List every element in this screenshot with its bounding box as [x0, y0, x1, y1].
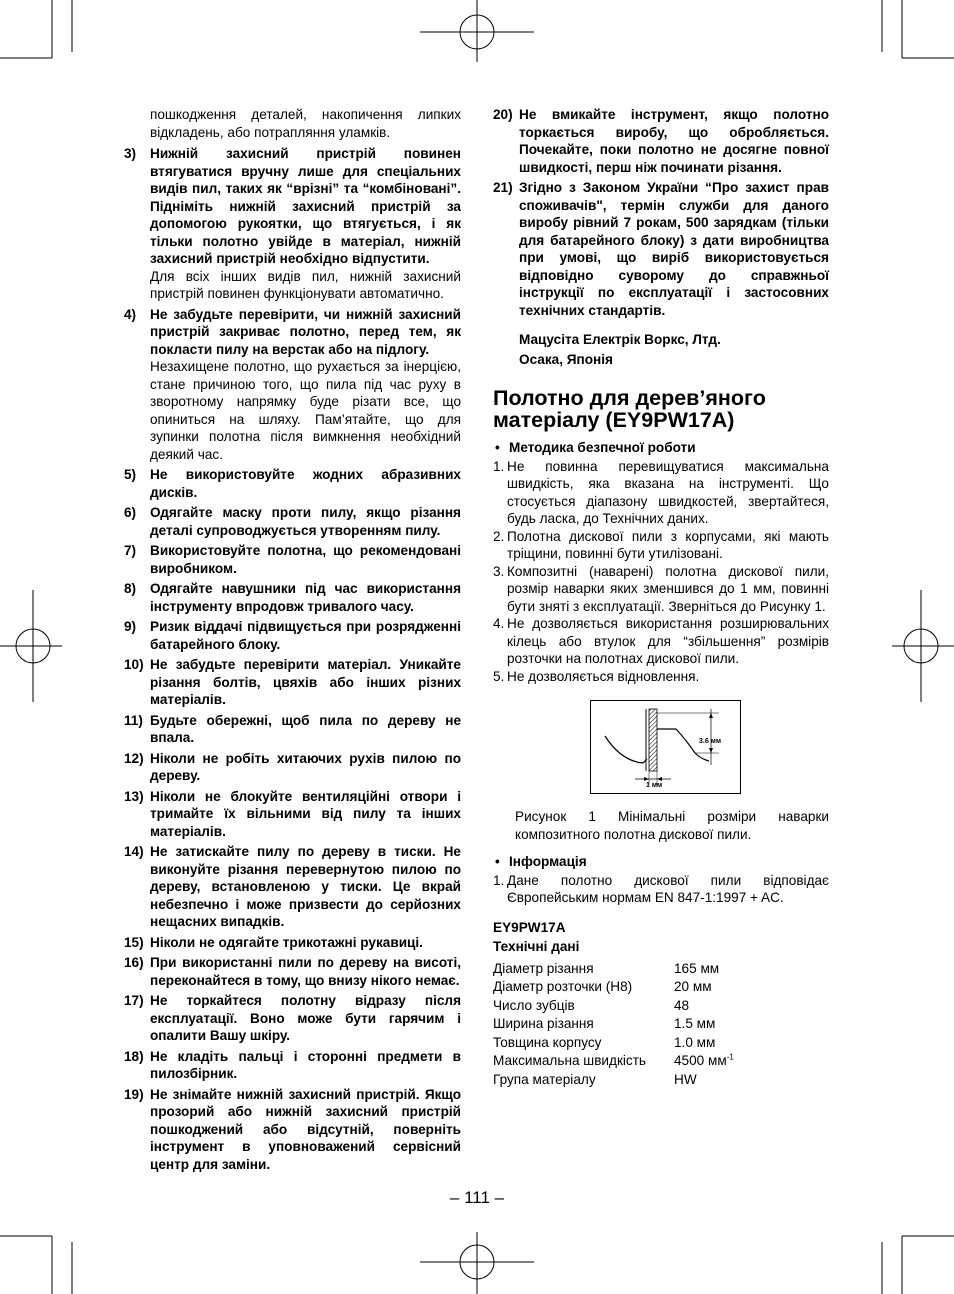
spec-value-text: 4500 мм [674, 1053, 727, 1068]
list-item [124, 992, 461, 1045]
item-text [150, 145, 461, 303]
list-item [124, 750, 461, 785]
item-warning: Не забудьте перевірити матеріал. Уникайте різання болтів, цвяхів або інших різних матеріалів. [150, 657, 461, 707]
list-item [124, 145, 461, 303]
spec-value [674, 1052, 829, 1071]
item-number: 5. [493, 668, 505, 684]
list-item [493, 179, 829, 319]
item-text [150, 750, 461, 785]
list-item [124, 1048, 461, 1083]
item-text: Не дозволяється використання розширювальних кілець або втулок для “збільшення” розмірів розточки на полотнах дискової пили. [507, 616, 829, 666]
item-text [150, 306, 461, 464]
figure-1-diagram [590, 700, 741, 794]
left-column [124, 106, 461, 1176]
item-warning: Не використовуйте жодних абразивних дисків. [150, 467, 461, 500]
list-item [124, 788, 461, 841]
item-number: 18) [124, 1048, 144, 1064]
item-text: Дане полотно дискової пили відповідає Європейським нормам EN 847-1:1997 + AC. [507, 872, 829, 905]
section-title: Полотно для дерев’яного матеріалу (EY9PW17A) [493, 386, 766, 432]
spec-row [493, 978, 829, 997]
item-number: 17) [124, 993, 144, 1008]
item-warning: Не кладіть пальці і сторонні предмети в пилозбірник. [150, 1048, 461, 1081]
list-item [124, 618, 461, 653]
list-item [124, 656, 461, 709]
list-item [124, 843, 461, 931]
spec-row [493, 960, 829, 979]
item-number: 8) [124, 581, 137, 596]
item-warning: Не забудьте перевірити, чи нижній захисний пристрій закриває полотно, перед тем, як покласти пилу на верстак або на підлогу. [150, 306, 461, 357]
item-number: 3) [124, 146, 137, 161]
item-text [150, 1048, 461, 1083]
item-text [150, 542, 461, 577]
numbered-item [493, 528, 829, 563]
company-name: Мацусіта Електрік Воркс, Лтд. [519, 332, 721, 347]
blade-tip-drawing [591, 701, 740, 793]
item-number: 12) [124, 750, 144, 766]
item-warning: Не знімайте нижній захисний пристрій. Якщо прозорий або нижній захисний пристрій пошкоджений або відсутній, поверніть інструмент в уповноважений сервісний центр для заміни. [150, 1086, 461, 1172]
list-item [124, 712, 461, 747]
item-number: 21) [493, 180, 513, 195]
item-number: 1. [493, 872, 505, 888]
numbered-item [493, 872, 829, 907]
list-item [124, 504, 461, 539]
dimension-label-width: 1 мм [646, 782, 663, 789]
item-text [519, 106, 829, 176]
spec-table [493, 960, 829, 1090]
info-heading: • Інформація [495, 854, 587, 869]
item-number: 7) [124, 543, 137, 558]
list-item [124, 466, 461, 501]
item-warning: Не торкайтеся полотну відразу після експлуатації. Воно може бути гарячим і опалити Вашу шкіру. [150, 993, 461, 1043]
item-number: 10) [124, 657, 144, 672]
item-warning: Нижній захисний пристрій повинен втягуватися вручну лише для спеціальних видів пил, таких як “врізні” та “комбіновані”. Підніміть нижній захисний пристрій за допомогою рукоятки, що втягується, і як тільки полотно увійде в матеріал, нижній захисний пристрій необхідно відпустити. [150, 146, 461, 266]
item-number: 5) [124, 467, 137, 482]
item-number: 16) [124, 955, 144, 970]
safety-heading: • Методика безпечної роботи [495, 440, 696, 455]
item-explanation: Для всіх інших видів пил, нижній захисний пристрій повинен функціонувати автоматично. [150, 268, 461, 301]
list-item [124, 954, 461, 989]
spec-value-text: 165 мм [674, 960, 720, 976]
item-warning: Не затискайте пилу по дереву в тиски. Не виконуйте різання перевернутою пилою по дереву, встановленою у тиски. Це вкрай небезпечно і може призвести до серйозних нещасних випадків. [150, 844, 461, 929]
list-item [124, 306, 461, 464]
item-text [150, 466, 461, 501]
item-number: 1. [493, 458, 505, 474]
item-number: 4) [124, 306, 137, 322]
spec-value-text: 48 [674, 997, 690, 1013]
item-warning: Використовуйте полотна, що рекомендовані виробником. [150, 543, 461, 576]
item-number: 4. [493, 616, 505, 631]
item-warning: Ризик віддачі підвищується при розрядженні батарейного блоку. [150, 619, 461, 652]
page-number: – 111 – [449, 1188, 505, 1207]
item-text [150, 712, 461, 747]
company-block [519, 331, 829, 369]
safety-list [493, 458, 829, 686]
numbered-item [493, 563, 829, 616]
numbered-item [493, 458, 829, 528]
spec-label: Група матеріалу [493, 1071, 596, 1087]
item-text [150, 618, 461, 653]
spec-label: Діаметр розточки (H8) [493, 979, 633, 994]
item-number: 11) [124, 712, 143, 728]
spec-value-text: 1.0 мм [674, 1034, 716, 1050]
item-text [150, 656, 461, 709]
item-text: Полотна дискової пили з корпусами, які мають тріщини, повинні бути утилізовані. [507, 528, 829, 561]
item-warning: Ніколи не блокуйте вентиляційні отвори і тримайте їх вільними від пилу та інших матеріалів. [150, 788, 461, 839]
spec-value [674, 1071, 829, 1090]
item-warning: При використанні пили по дереву на висоті, переконайтеся в тому, що внизу нікого немає. [150, 955, 461, 988]
right-column [493, 106, 829, 1089]
numbered-item [493, 615, 829, 668]
item-warning: Ніколи не робіть хитаючих рухів пилою по дереву. [150, 750, 461, 783]
item-text [150, 1086, 461, 1174]
continued-paragraph: пошкодження деталей, накопичення липких відкладень, або потрапляння уламків. [150, 107, 461, 140]
figure-caption: Рисунок 1 Мінімальні розміри наварки композитного полотна дискової пили. [515, 809, 829, 842]
item-number: 14) [124, 844, 144, 859]
item-warning: Згідно з Законом України “Про захист прав споживачів", термін служби для даного виробу рівний 7 рокам, 500 зарядкам (тільки для батарейного блоку) з дати виробництва при умові, що виріб використовується відповідно суворому до справжньої інструкції по експлуатації і застосовних технічних стандартів. [519, 180, 829, 318]
spec-row [493, 1052, 829, 1071]
item-warning: Одягайте навушники під час використання інструменту впродовж тривалого часу. [150, 581, 461, 614]
list-item [124, 542, 461, 577]
spec-value-text: 20 мм [674, 979, 712, 994]
spec-value-text: HW [674, 1071, 697, 1087]
item-text [150, 954, 461, 989]
spec-row [493, 1071, 829, 1090]
model-number: EY9PW17A [493, 919, 566, 935]
spec-value-text: 1.5 мм [674, 1016, 716, 1031]
item-text [150, 788, 461, 841]
item-warning: Ніколи не одягайте трикотажні рукавиці. [150, 934, 423, 950]
item-number: 3. [493, 563, 505, 579]
spec-value [674, 978, 829, 997]
numbered-item [493, 668, 829, 686]
dimension-label-height: 3.6 мм [699, 738, 722, 745]
spec-heading: Технічні дані [493, 939, 580, 954]
spec-row [493, 1034, 829, 1053]
item-text [150, 843, 461, 931]
item-number: 13) [124, 788, 144, 804]
company-location: Осака, Японія [519, 352, 613, 367]
bullet-icon: • [495, 440, 500, 455]
list-item [124, 1086, 461, 1174]
info-list [493, 872, 829, 907]
item-number: 20) [493, 107, 513, 122]
item-text [150, 934, 461, 952]
right-item-list [493, 106, 829, 319]
item-warning: Не вмикайте інструмент, якщо полотно торкається виробу, що обробляється. Почекайте, поки полотно не досягне повної швидкості, перш ніж починати різання. [519, 107, 829, 175]
item-number: 2. [493, 528, 505, 544]
list-item [124, 580, 461, 615]
spec-label: Максимальна швидкість [493, 1053, 647, 1068]
spec-label: Товщина корпусу [493, 1034, 602, 1050]
spec-label: Ширина різання [493, 1016, 594, 1031]
item-number: 9) [124, 619, 137, 634]
item-text [150, 992, 461, 1045]
item-text [150, 504, 461, 539]
bullet-icon: • [495, 854, 500, 869]
spec-value [674, 1015, 829, 1034]
item-warning: Одягайте маску проти пилу, якщо різання деталі супроводжується утворенням пилу. [150, 505, 461, 538]
spec-value [674, 1034, 829, 1053]
spec-value [674, 960, 829, 979]
spec-row [493, 1015, 829, 1034]
item-number: 15) [124, 934, 144, 950]
spec-row [493, 997, 829, 1016]
item-text [150, 580, 461, 615]
item-number: 6) [124, 505, 137, 520]
item-text: Не повинна перевищуватися максимальна швидкість, яка вказана на інструменті. Що стосується діапазону швидкостей, звертайтеся, будь ласка, до Технічних даних. [507, 458, 829, 526]
item-warning: Будьте обережні, щоб пила по дереву не впала. [150, 712, 461, 745]
list-item [124, 934, 461, 952]
spec-label: Діаметр різання [493, 960, 594, 976]
spec-label: Число зубців [493, 997, 575, 1013]
list-item [493, 106, 829, 176]
item-text [519, 179, 829, 319]
item-text: Композитні (наварені) полотна дискової пили, розмір наварки яких зменшився до 1 мм, повинні бути зняті з експлуатації. Зверніться до Рисунку 1. [507, 563, 829, 614]
item-number: 19) [124, 1086, 144, 1102]
item-explanation: Незахищене полотно, що рухається за інерцією, стане причиною того, що пила під час руху в зворотному напрямку буде різати все, що опиниться на шляху. Пам’ятайте, що для зупинки полотна після вимкнення необхідний деякий час. [150, 359, 461, 462]
spec-value-exponent: -1 [726, 1052, 734, 1062]
left-item-list [124, 145, 461, 1173]
item-text: Не дозволяється відновлення. [507, 668, 700, 684]
spec-value [674, 997, 829, 1016]
